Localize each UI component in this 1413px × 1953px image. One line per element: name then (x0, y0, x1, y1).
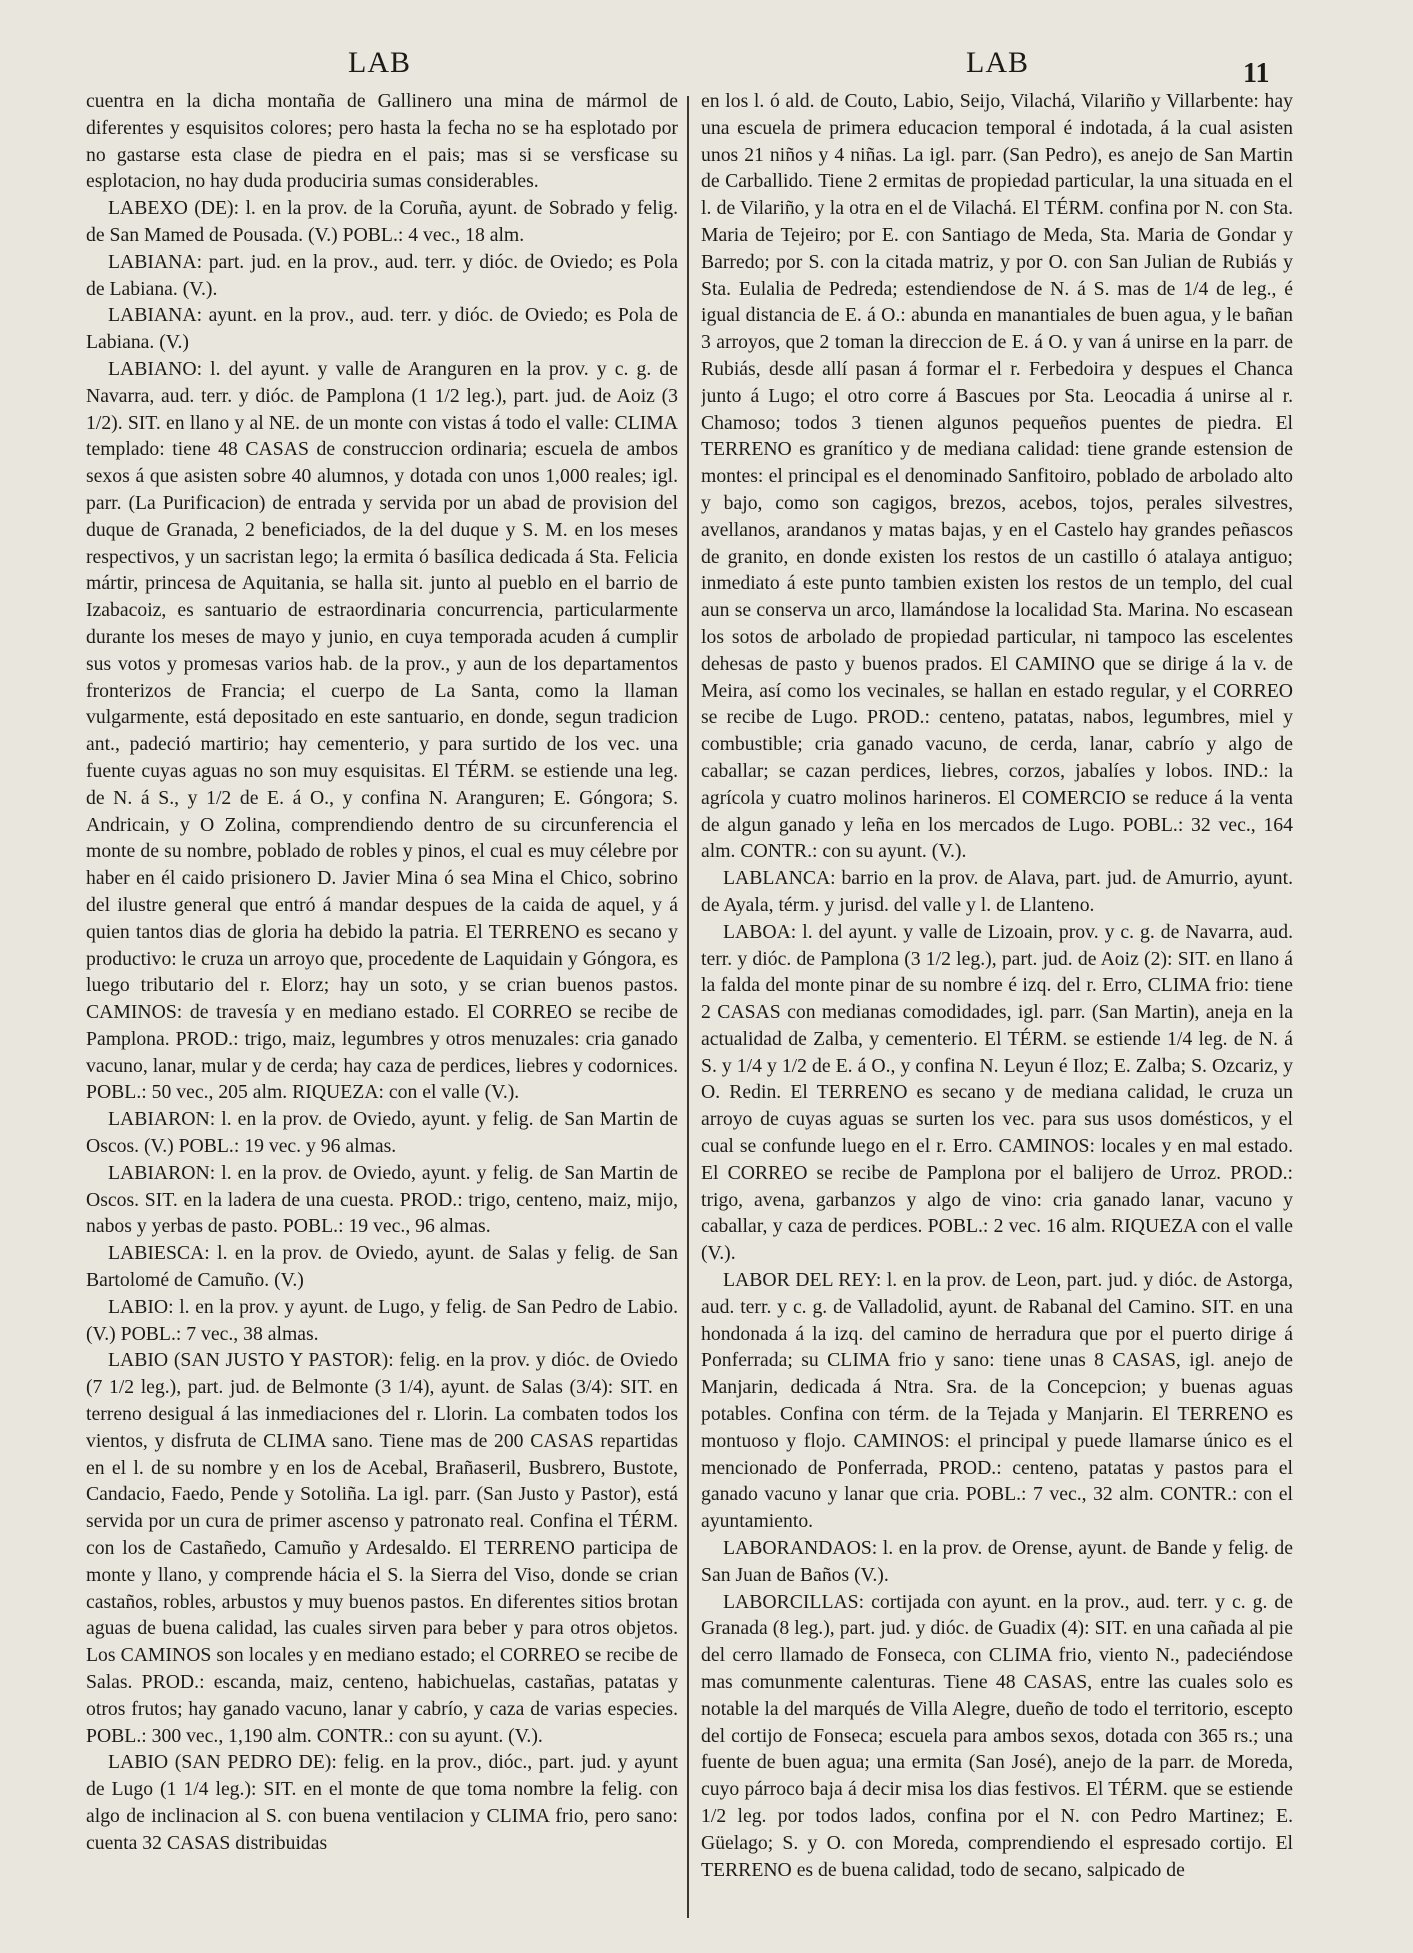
entry-labiaron-1: LABIARON: l. en la prov. de Oviedo, ayunt. y felig. de San Martin de Oscos. (V.) POBL.: 19 vec. y 96 almas. (86, 1108, 678, 1158)
right-column (701, 88, 1293, 1923)
page-number: 11 (1243, 58, 1270, 89)
entry-laborcillas: LABORCILLAS: cortijada con ayunt. en la prov., aud. terr. y c. g. de Granada (8 leg.), part. jud. y dióc. de Guadix (4): SIT. en una cañada al pie del cerro llamado de Fonseca, con CLIMA frio, viento N., padeciéndose mas comunmente calenturas. Tiene 48 CASAS, entre las cuales solo es notable la del marqués de Villa Alegre, dueño de todo el territorio, escepto del cortijo de Fonseca; escuela para ambos sexos, dotada con 365 rs.; una fuente de buen agua; una ermita (San José), anejo de la parr. de Moreda, cuyo párroco baja á decir misa los dias festivos. El TÉRM. que se estiende 1/2 leg. por todos lados, confina por el N. con Pedro Martinez; E. Güelago; S. y O. con Moreda, comprendiendo el espresado cortijo. El TERRENO es de buena calidad, todo de secano, salpicado de (701, 1590, 1293, 1881)
left-column (86, 88, 678, 1923)
entry-labiana-ayunt: LABIANA: ayunt. en la prov., aud. terr. y dióc. de Oviedo; es Pola de Labiana. (V.) (86, 304, 678, 354)
running-head-left: LAB (348, 46, 411, 79)
paragraph: en los l. ó ald. de Couto, Labio, Seijo, Vilachá, Vilariño y Villarbente: hay una escuela de primera educacion temporal é indotada, á la cual asisten unos 21 niños y 4 niñas. La igl. parr. (San Pedro), es anejo de San Martin de Carballido. Tiene 2 ermitas de propiedad particular, la una situada en el l. de Vilariño, y la otra en el de Vilachá. El TÉRM. confina por N. con Sta. Maria de Tejeiro; por E. con Santiago de Meda, Sta. Maria de Gondar y Barredo; por S. con la citada matriz, y por O. con San Julian de Rubiás y Sta. Eulalia de Pedreda; estendiendose de N. á S. mas de 1/4 de leg., é igual distancia de E. á O.: abunda en manantiales de buen agua, y le bañan 3 arroyos, que 2 toman la direccion de E. á O. y van á unirse en la parr. de Rubiás, desde allí pasan á formar el r. Ferbedoira y despues el Chanca junto á Lugo; el otro corre á Bascues por Sta. Leocadia á unirse al r. Chamoso; todos 3 tienen algunos pequeños puentes de piedra. El TERRENO es granítico y de mediana calidad: tiene grande estension de montes: el principal es el denominado Sanfitoiro, poblado de arbolado alto y bajo, como son cagigos, brezos, acebos, tojos, perales silvestres, avellanos, arandanos y matas bajas, y en el Castelo hay grandes peñascos de granito, en donde existen los restos de un castillo ó atalaya antiguo; inmediato á este punto tambien existen los restos de un templo, del cual aun se conserva un arco, llamándose la localidad Sta. Marina. No escasean los sotos de arbolado de propiedad particular, ni tampoco las escelentes dehesas de pasto y buenos prados. El CAMINO que se dirige á la v. de Meira, así como los vecinales, se hallan en estado regular, y el CORREO se recibe de Lugo. PROD.: centeno, patatas, nabos, legumbres, miel y combustible; cria ganado vacuno, de cerda, lanar, cabrío y algo de caballar; se cazan perdices, liebres, corzos, jabalíes y lobos. IND.: la agrícola y cuatro molinos harineros. El COMERCIO se reduce á la venta de algun ganado y leña en los mercados de Lugo. POBL.: 32 vec., 164 alm. CONTR.: con su ayunt. (V.). (701, 90, 1293, 863)
running-head-right: LAB (966, 46, 1029, 79)
entry-labio: LABIO: l. en la prov. y ayunt. de Lugo, y felig. de San Pedro de Labio. (V.) POBL.: 7 vec., 38 almas. (86, 1295, 678, 1345)
entry-labexo: LABEXO (DE): l. en la prov. de la Coruña, ayunt. de Sobrado y felig. de San Mamed de Pousada. (V.) POBL.: 4 vec., 18 alm. (86, 197, 678, 246)
entry-labor-del-rey: LABOR DEL REY: l. en la prov. de Leon, part. jud. y dióc. de Astorga, aud. terr. y c. g. de Valladolid, ayunt. de Rabanal del Camino. SIT. en una hondonada á la izq. del camino de herradura que por el puerto dirige á Ponferrada; su CLIMA frio y sano: tiene unas 8 CASAS, igl. anejo de Manjarin, dedicada á Ntra. Sra. de la Concepcion; y buenas aguas potables. Confina con térm. de la Tejada y Manjarin. El TERRENO es montuoso y flojo. CAMINOS: el principal y puede llamarse único es el mencionado de Ponferrada, PROD.: centeno, patatas y pastos para el ganado vacuno y lanar que cria. POBL.: 7 vec., 32 alm. CONTR.: con el ayuntamiento. (701, 1269, 1293, 1533)
entry-laborandaos: LABORANDAOS: l. en la prov. de Orense, ayunt. de Bande y felig. de San Juan de Baños (V.). (701, 1537, 1293, 1586)
entry-labiano: LABIANO: l. del ayunt. y valle de Aranguren en la prov. y c. g. de Navarra, aud. terr. y dióc. de Pamplona (1 1/2 leg.), part. jud. de Aoiz (3 1/2). SIT. en llano y al NE. de un monte con vistas á todo el valle: CLIMA templado: tiene 48 CASAS de construccion ordinaria; escuela de ambos sexos á que asisten sobre 40 alumnos, y dotada con unos 1,000 reales; igl. parr. (La Purificacion) de entrada y servida por un abad de provision del duque de Granada, 2 beneficiados, de la del duque y S. M. en los meses respectivos, y un sacristan lego; la ermita ó basílica dedicada á Sta. Felicia mártir, princesa de Aquitania, se halla sit. junto al pueblo en el barrio de Izabacoiz, es santuario de estraordinaria concurrencia, particularmente durante los meses de mayo y junio, en cuya temporada acuden á cumplir sus votos y promesas varios hab. de la prov., y aun de los departamentos fronterizos de Francia; el cuerpo de La Santa, como la llaman vulgarmente, está depositado en este santuario, en donde, segun tradicion ant., padeció martirio; hay cementerio, y para surtido de los vec. una fuente cuyas aguas no son muy esquisitas. El TÉRM. se estiende una leg. de N. á S., y 1/2 de E. á O., y confina N. Aranguren; E. Góngora; S. Andricain, y O Zolina, comprendiendo dentro de su circunferencia el monte de su nombre, poblado de robles y pinos, el cual es muy célebre por haber en él caido prisionero D. Javier Mina ó sea Mina el Chico, sobrino del ilustre general que entró á mandar despues de la caida de aquel, y á quien tantos dias de gloria ha debido la patria. El TERRENO es secano y productivo: le cruza un arroyo que, procedente de Laquidain y Góngora, es luego tributario del r. Elorz; hay un soto, y se crian buenos pastos. CAMINOS: de travesía y en mediano estado. El CORREO se recibe de Pamplona. PROD.: trigo, maiz, legumbres y otros menuzales: cria ganado vacuno, lanar, mular y de cerda; hay caza de perdices, liebres y codornices. POBL.: 50 vec., 205 alm. RIQUEZA: con el valle (V.). (86, 357, 678, 1104)
entry-labiaron-2: LABIARON: l. en la prov. de Oviedo, ayunt. y felig. de San Martin de Oscos. SIT. en la ladera de una cuesta. PROD.: trigo, centeno, maiz, mijo, nabos y yerbas de pasto. POBL.: 19 vec., 96 almas. (86, 1161, 678, 1238)
paragraph: cuentra en la dicha montaña de Gallinero una mina de mármol de diferentes y esquisitos colores; pero hasta la fecha no se ha esplotado por no gastarse esta clase de piedra en el pais; mas si se versficase su esplotacion, no hay duda produciria sumas considerables. (86, 90, 678, 193)
entry-labio-san-pedro: LABIO (SAN PEDRO DE): felig. en la prov., dióc., part. jud. y ayunt de Lugo (1 1/4 leg.): SIT. en el monte de que toma nombre la felig. con algo de inclinacion al S. con buena ventilacion y CLIMA frio, pero sano: cuenta 32 CASAS distribuidas (86, 1751, 678, 1854)
entry-laboa: LABOA: l. del ayunt. y valle de Lizoain, prov. y c. g. de Navarra, aud. terr. y dióc. de Pamplona (3 1/2 leg.), part. jud. de Aoiz (2): SIT. en llano á la falda del monte pinar de su nombre é izq. del r. Erro, CLIMA frio: tiene 2 CASAS con medianas comodidades, igl. parr. (San Martin), aneja en la actualidad de Zalba, y cementerio. El TÉRM. se estiende 1/4 leg. de N. á S. y 1/4 y 1/2 de E. á O., y confina N. Leyun é Iloz; E. Zalba; S. Ozcariz, y O. Redin. El TERRENO es secano y de mediana calidad, le cruza un arroyo de cuyas aguas se surten los vec. para sus usos domésticos, y el cual se confunde luego en el r. Erro. CAMINOS: locales y en mal estado. El CORREO se recibe de Pamplona por el balijero de Urroz. PROD.: trigo, avena, garbanzos y algo de vino: cria ganado lanar, vacuno y caballar, y caza de perdices. POBL.: 2 vec. 16 alm. RIQUEZA con el valle (V.). (701, 920, 1293, 1265)
entry-labio-san-justo: LABIO (SAN JUSTO Y PASTOR): felig. en la prov. y dióc. de Oviedo (7 1/2 leg.), part. jud. de Belmonte (3 1/4), ayunt. de Salas (3/4): SIT. en terreno desigual á las inmediaciones del r. Llorin. La combaten todos los vientos, y disfruta de CLIMA sano. Tiene mas de 200 CASAS repartidas en el l. de su nombre y en los de Acebal, Brañaseril, Busbrero, Bustote, Candacio, Faedo, Pende y Sotoliña. La igl. parr. (San Justo y Pastor), está servida por un cura de primer ascenso y patronato real. Confina el TÉRM. con los de Castañedo, Camuño y Ardesaldo. El TERRENO participa de monte y llano, y comprende hácia el S. la Sierra del Viso, donde se crian castaños, robles, arbustos y muy buenos pastos. En diferentes sitios brotan aguas de buena calidad, las cuales sirven para beber y para otros objetos. Los CAMINOS son locales y en mediano estado; el CORREO se recibe de Salas. PROD.: escanda, maiz, centeno, habichuelas, castañas, patatas y otros frutos; hay ganado vacuno, lanar y cabrío, y caza de varias especies. POBL.: 300 vec., 1,190 alm. CONTR.: con su ayunt. (V.). (86, 1349, 678, 1747)
entry-lablanca: LABLANCA: barrio en la prov. de Alava, part. jud. de Amurrio, ayunt. de Ayala, térm. y jurisd. del valle y l. de Llanteno. (701, 867, 1293, 916)
entry-labiesca: LABIESCA: l. en la prov. de Oviedo, ayunt. de Salas y felig. de San Bartolomé de Camuño. (V.) (86, 1242, 678, 1292)
column-rule (687, 96, 689, 1918)
entry-labiana-part-jud: LABIANA: part. jud. en la prov., aud. terr. y dióc. de Oviedo; es Pola de Labiana. (V.). (86, 250, 678, 300)
